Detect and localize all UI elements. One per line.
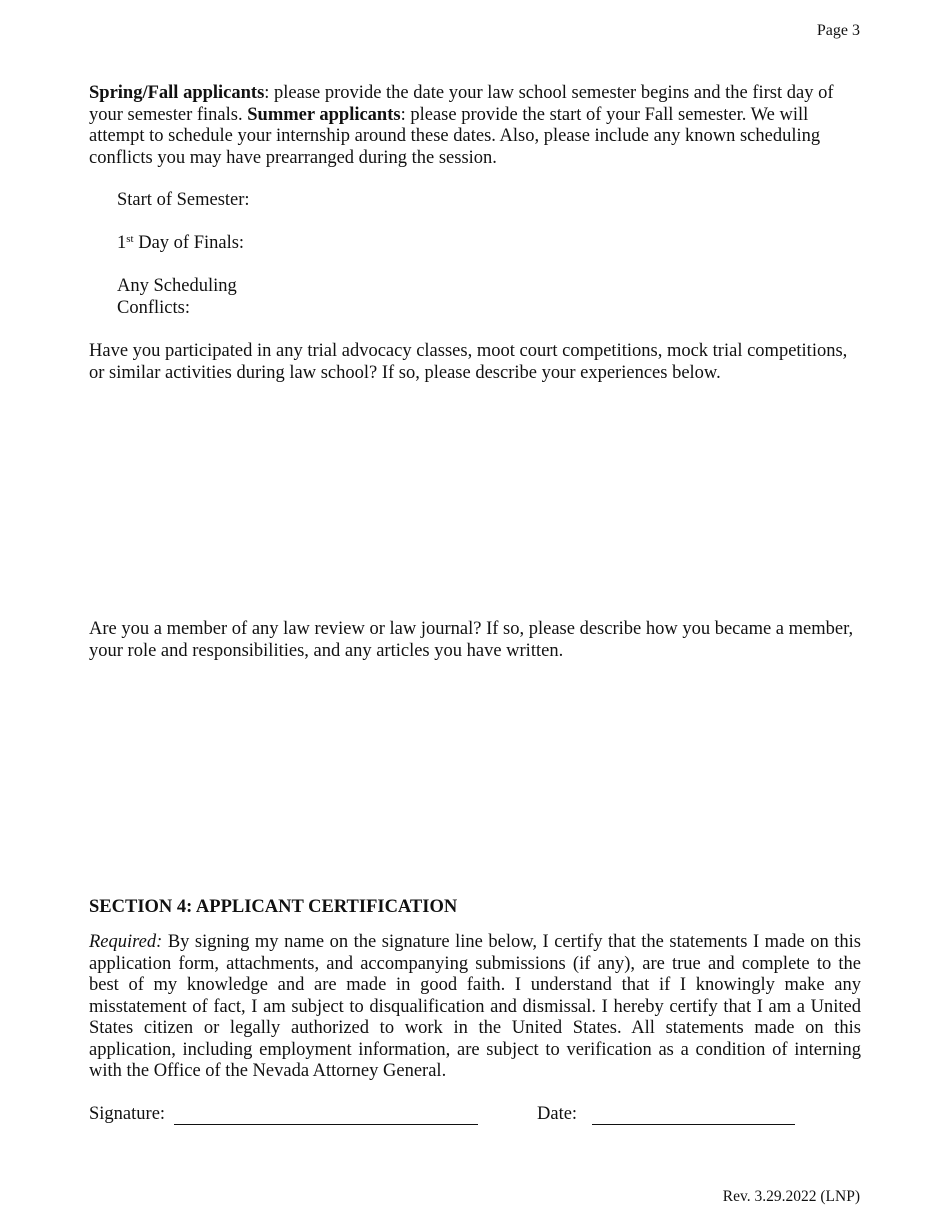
spring-fall-label: Spring/Fall applicants (89, 83, 265, 103)
start-of-semester-field[interactable]: Start of Semester: (117, 190, 250, 210)
certification-text: By signing my name on the signature line below, I certify that the statements I made on this application form, attachments, and accompanying submissions (if any), are true and complete to the best of my knowledge and are made in good faith. I understand that if I knowingly make any misstatement of fact, I am subject to disqualification and dismissal. I hereby certify that I am a United States citizen or legally authorized to work in the United States. All statements made on this application, including employment information, are subject to verification as a condition of interning with the Office of the Nevada Attorney General. (89, 932, 861, 1081)
scheduling-instructions (89, 83, 861, 169)
signature-label: Signature: (89, 1104, 166, 1124)
first-day-ordinal: st (126, 233, 134, 245)
law-review-question: Are you a member of any law review or law journal? If so, please describe how you became a member, your role and responsibilities, and any articles you have written. (89, 619, 854, 661)
required-label: Required: (89, 932, 163, 952)
conflicts-label-line1: Any Scheduling (117, 276, 237, 296)
certification-paragraph (89, 932, 861, 1083)
summer-label: Summer applicants (247, 104, 401, 125)
date-label: Date: (537, 1104, 578, 1124)
date-line[interactable] (592, 1124, 795, 1125)
conflicts-label-line2: Conflicts: (117, 297, 190, 318)
trial-advocacy-question: Have you participated in any trial advocacy classes, moot court competitions, mock trial competitions, or similar activities during law school? If so, please describe your experiences below. (89, 341, 848, 383)
page-number: Page 3 (816, 22, 860, 39)
signature-line[interactable] (174, 1124, 478, 1125)
first-day-number: 1 (117, 233, 127, 253)
first-day-of-finals-field[interactable] (117, 233, 244, 255)
scheduling-conflicts-field[interactable] (117, 276, 237, 319)
summer-text: : please provide the start of your Fall semester. We will attempt to schedule your internship around these dates. Also, please include any known scheduling conflicts you may have prearranged during the session. (89, 104, 821, 168)
revision-note: Rev. 3.29.2022 (LNP) (722, 1188, 860, 1205)
section-heading: SECTION 4: APPLICANT CERTIFICATION (89, 897, 458, 917)
first-day-label: Day of Finals: (133, 233, 245, 253)
spring-fall-text: : please provide the date your law school semester begins and the first day of your semester finals. (89, 83, 834, 125)
